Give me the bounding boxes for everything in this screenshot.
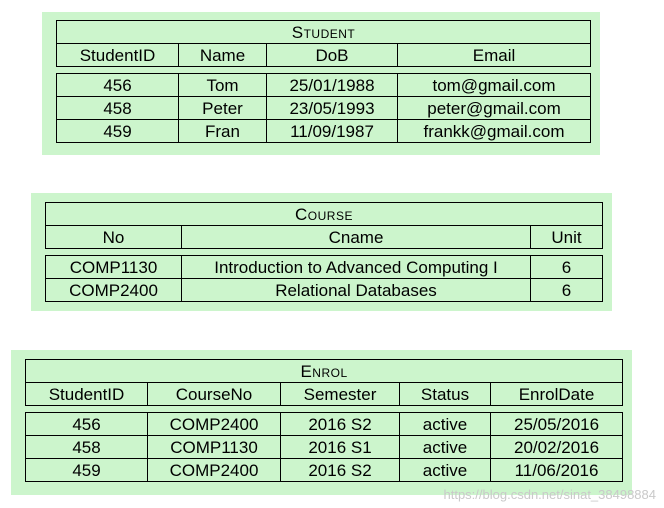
watermark-text: https://blog.csdn.net/sinat_38498884: [443, 487, 656, 502]
column-header: Semester: [281, 383, 400, 406]
table-cell: 6: [531, 256, 603, 279]
table-row: [57, 120, 591, 143]
table-cell: 2016 S2: [281, 459, 400, 482]
table-cell: peter@gmail.com: [398, 97, 591, 120]
table-cell: active: [400, 413, 491, 436]
table-cell: Relational Databases: [182, 279, 531, 302]
table-cell: Fran: [179, 120, 267, 143]
table-row: [46, 256, 603, 279]
table-cell: tom@gmail.com: [398, 74, 591, 97]
table-row: [26, 459, 623, 482]
table-cell: active: [400, 459, 491, 482]
enrol-table-title: Enrol: [26, 360, 623, 383]
column-header: No: [46, 226, 182, 249]
table-cell: 23/05/1993: [267, 97, 398, 120]
table-row: [26, 413, 623, 436]
column-header: Email: [398, 44, 591, 67]
table-row: [26, 436, 623, 459]
table-cell: COMP2400: [148, 459, 281, 482]
table-cell: 458: [57, 97, 179, 120]
column-header: Cname: [182, 226, 531, 249]
table-cell: Tom: [179, 74, 267, 97]
table-cell: Peter: [179, 97, 267, 120]
column-header: Name: [179, 44, 267, 67]
column-header: Unit: [531, 226, 603, 249]
table-cell: COMP2400: [46, 279, 182, 302]
enrol-table: [25, 359, 623, 482]
table-cell: COMP2400: [148, 413, 281, 436]
table-cell: 25/05/2016: [491, 413, 623, 436]
table-cell: Introduction to Advanced Computing I: [182, 256, 531, 279]
table-row: [46, 279, 603, 302]
table-cell: 458: [26, 436, 148, 459]
column-header: CourseNo: [148, 383, 281, 406]
table-cell: 459: [26, 459, 148, 482]
table-cell: COMP1130: [148, 436, 281, 459]
table-cell: active: [400, 436, 491, 459]
row-separator: [26, 406, 623, 413]
table-cell: 456: [57, 74, 179, 97]
table-cell: 20/02/2016: [491, 436, 623, 459]
table-cell: COMP1130: [46, 256, 182, 279]
student-table-title: Student: [57, 21, 591, 44]
table-cell: 11/09/1987: [267, 120, 398, 143]
table-cell: 25/01/1988: [267, 74, 398, 97]
column-header: Status: [400, 383, 491, 406]
table-cell: 456: [26, 413, 148, 436]
column-header: DoB: [267, 44, 398, 67]
table-row: [57, 74, 591, 97]
column-header: EnrolDate: [491, 383, 623, 406]
table-cell: frankk@gmail.com: [398, 120, 591, 143]
table-cell: 2016 S1: [281, 436, 400, 459]
table-cell: 11/06/2016: [491, 459, 623, 482]
table-cell: 2016 S2: [281, 413, 400, 436]
course-table: [45, 202, 603, 302]
table-cell: 6: [531, 279, 603, 302]
row-separator: [46, 249, 603, 256]
column-header: StudentID: [57, 44, 179, 67]
table-cell: 459: [57, 120, 179, 143]
course-table-title: Course: [46, 203, 603, 226]
student-table: [56, 20, 591, 143]
column-header: StudentID: [26, 383, 148, 406]
row-separator: [57, 67, 591, 74]
table-row: [57, 97, 591, 120]
